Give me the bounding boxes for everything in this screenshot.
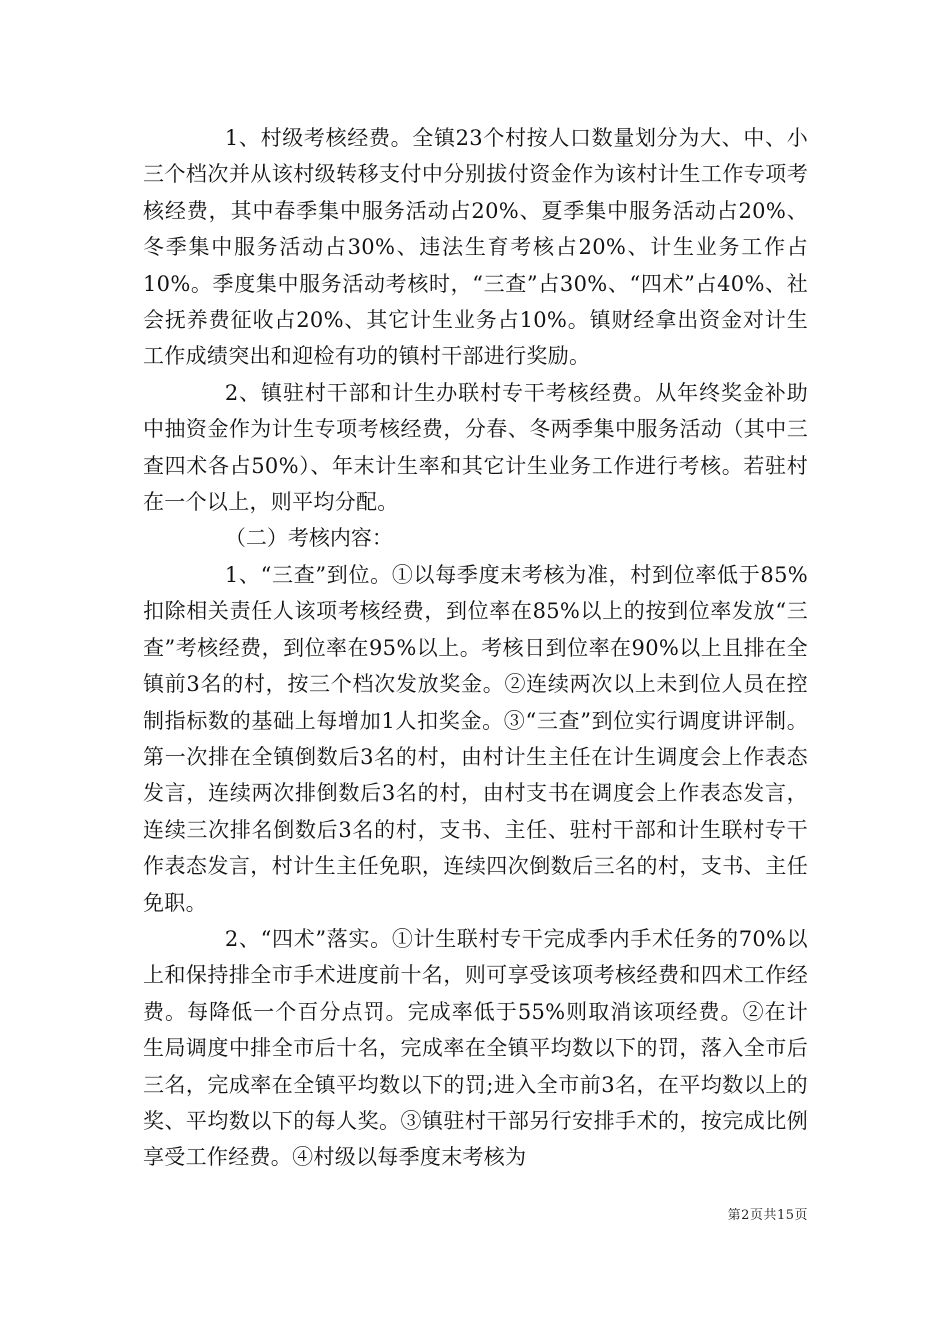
- document-body: [143, 120, 808, 1176]
- paragraph-village-funding: 1、村级考核经费。全镇23个村按人口数量划分为大、中、小三个档次并从该村级转移支付中分别拔付资金作为该村计生工作专项考核经费，其中春季集中服务活动占20%、夏季集中服务活动占20%、冬季集中服务活动占30%、违法生育考核占20%、计生业务工作占10%。季度集中服务活动考核时，“三查”占30%、“四术”占40%、社会抚养费征收占20%、其它计生业务占10%。镇财经拿出资金对计生工作成绩突出和迎检有功的镇村干部进行奖励。: [143, 126, 808, 369]
- paragraph-four-surgeries: 2、“四术”落实。①计生联村专干完成季内手术任务的70%以上和保持排全市手术进度前十名，则可享受该项考核经费和四术工作经费。每降低一个百分点罚。完成率低于55%则取消该项经费。②在计生局调度中排全市后十名，完成率在全镇平均数以下的罚，落入全市后三名，完成率在全镇平均数以下的罚;进入全市前3名，在平均数以上的奖、平均数以下的每人奖。③镇驻村干部另行安排手术的，按完成比例享受工作经费。④村级以每季度末考核为: [143, 926, 808, 1170]
- page-number-footer: 第2页共15页: [727, 1208, 808, 1223]
- section-heading-assessment-content: （二）考核内容：: [224, 526, 393, 551]
- paragraph-cadre-funding: 2、镇驻村干部和计生办联村专干考核经费。从年终奖金补助中抽资金作为计生专项考核经费，分春、冬两季集中服务活动（其中三查四术各占50%）、年末计生率和其它计生业务工作进行考核。若驻村在一个以上，则平均分配。: [143, 380, 808, 515]
- paragraph-three-checks: 1、“三查”到位。①以每季度末考核为准，村到位率低于85%扣除相关责任人该项考核经费，到位率在85%以上的按到位率发放“三查”考核经费，到位率在95%以上。考核日到位率在90%以上且排在全镇前3名的村，按三个档次发放奖金。②连续两次以上未到位人员在控制指标数的基础上每增加1人扣奖金。③“三查”到位实行调度讲评制。第一次排在全镇倒数后3名的村，由村计生主任在计生调度会上作表态发言，连续两次排倒数后3名的村，由村支书在调度会上作表态发言，连续三次排名倒数后3名的村，支书、主任、驻村干部和计生联村专干作表态发言，村计生主任免职，连续四次倒数后三名的村，支书、主任免职。: [143, 562, 808, 915]
